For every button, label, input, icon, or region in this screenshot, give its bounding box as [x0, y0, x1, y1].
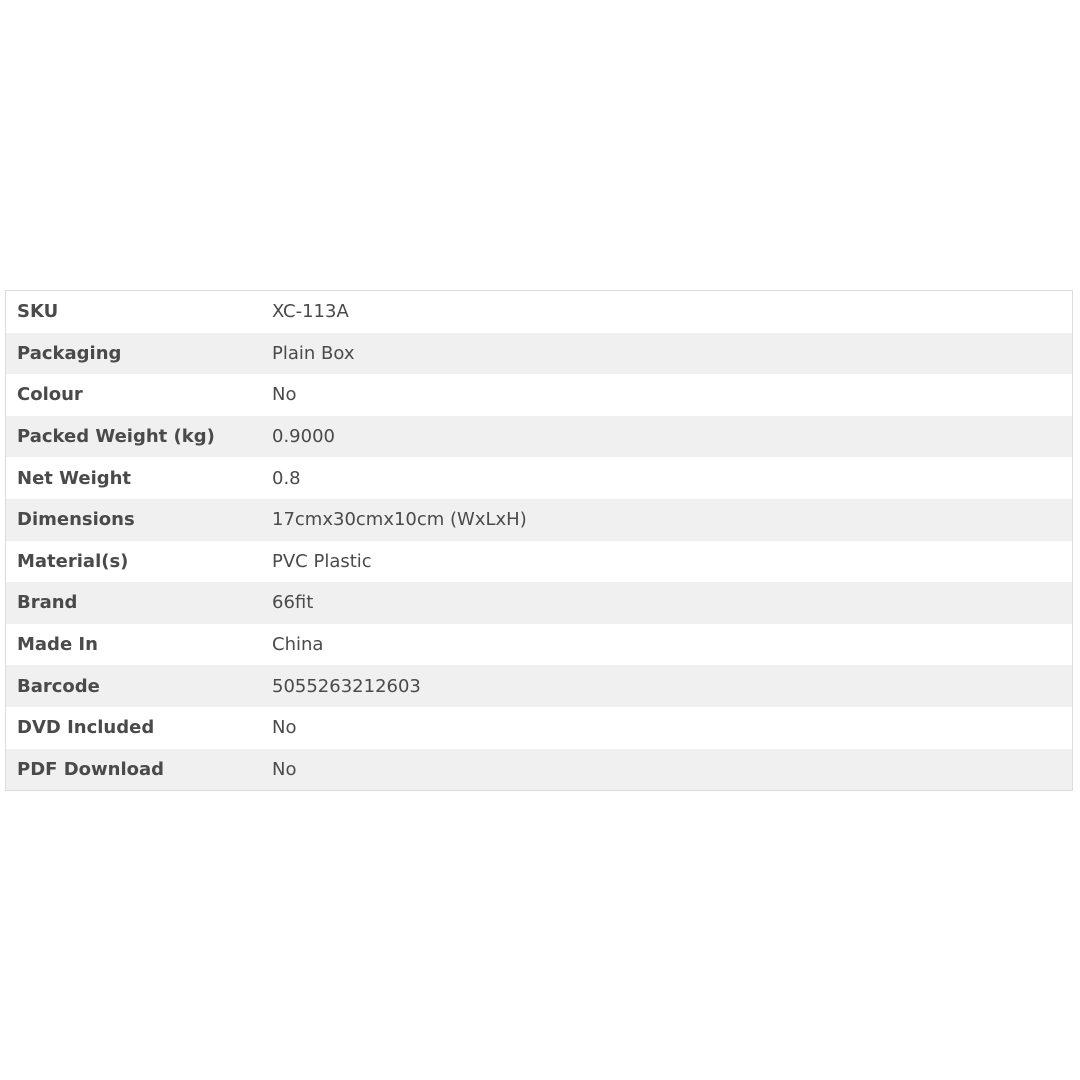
spec-value: PVC Plastic [272, 550, 372, 572]
spec-label: Brand [17, 592, 78, 614]
spec-row-net-weight [6, 457, 1072, 499]
spec-label: DVD Included [17, 717, 155, 739]
spec-value: 0.9000 [272, 426, 335, 448]
spec-row-dvd-included [6, 707, 1072, 749]
spec-row-barcode [6, 665, 1072, 707]
spec-label: PDF Download [17, 758, 165, 780]
spec-label: Dimensions [17, 509, 135, 531]
spec-value: 5055263212603 [272, 675, 421, 697]
spec-row-packaging [6, 333, 1072, 375]
spec-row-pdf-download [6, 749, 1072, 791]
spec-label: Net Weight [17, 467, 132, 489]
spec-label: SKU [17, 301, 59, 323]
spec-row-colour [6, 374, 1072, 416]
spec-label: Made In [17, 634, 98, 656]
spec-value: China [272, 634, 324, 656]
spec-value: 66fit [272, 592, 314, 614]
spec-row-packed-weight [6, 416, 1072, 458]
spec-value: No [272, 758, 297, 780]
spec-row-made-in [6, 624, 1072, 666]
spec-label: Material(s) [17, 550, 129, 572]
spec-row-dimensions [6, 499, 1072, 541]
spec-label: Barcode [17, 675, 100, 697]
spec-row-materials [6, 541, 1072, 583]
spec-label: Packaging [17, 342, 122, 364]
product-specifications-table [5, 290, 1073, 791]
spec-row-brand [6, 582, 1072, 624]
spec-value: No [272, 717, 297, 739]
spec-label: Packed Weight (kg) [17, 426, 215, 448]
spec-value: XC-113A [272, 301, 349, 323]
spec-value: No [272, 384, 297, 406]
spec-value: 17cmx30cmx10cm (WxLxH) [272, 509, 527, 531]
spec-row-sku [6, 291, 1072, 333]
spec-label: Colour [17, 384, 83, 406]
spec-value: 0.8 [272, 467, 301, 489]
spec-value: Plain Box [272, 342, 355, 364]
